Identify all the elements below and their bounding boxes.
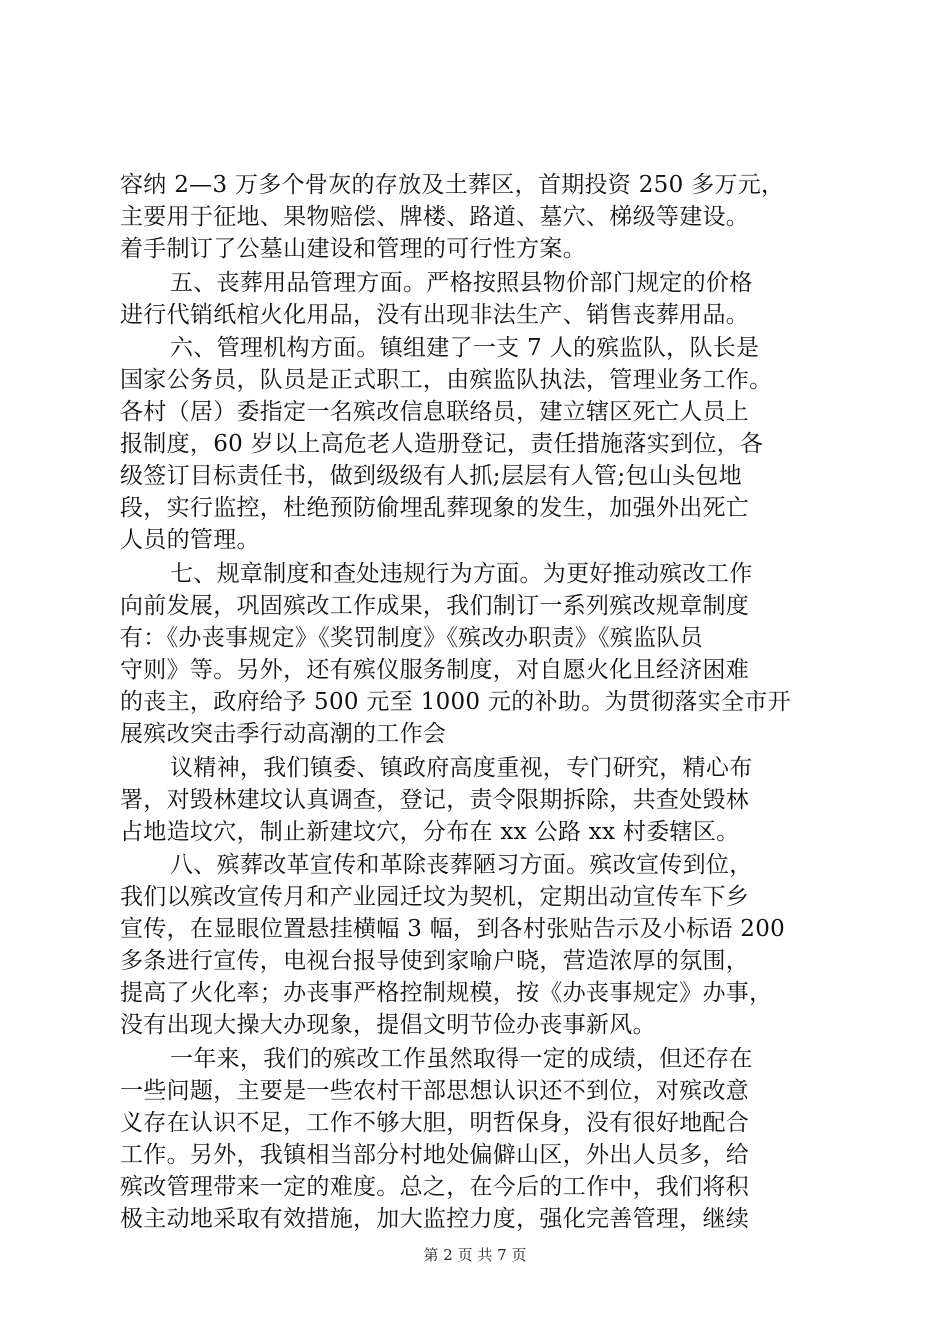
text-line: 我们以殡改宣传月和产业园迁坟为契机，定期出动宣传车下乡 xyxy=(120,884,750,910)
paragraph-start-line: 一年来，我们的殡改工作虽然取得一定的成绩，但还存在 xyxy=(170,1046,753,1072)
paragraph-start-line: 八、殡葬改革宣传和革除丧葬陋习方面。殡改宣传到位， xyxy=(170,852,753,878)
text-line: 提高了火化率；办丧事严格控制规模，按《办丧事规定》办事， xyxy=(120,980,773,1006)
paragraph-start-line: 七、规章制度和查处违规行为方面。为更好推动殡改工作 xyxy=(170,561,753,587)
paragraph-start-line: 五、丧葬用品管理方面。严格按照县物价部门规定的价格 xyxy=(170,270,753,296)
text-line: 进行代销纸棺火化用品，没有出现非法生产、销售丧葬用品。 xyxy=(120,302,750,328)
text-line: 占地造坟穴，制止新建坟穴，分布在 xx 公路 xx 村委辖区。 xyxy=(120,819,740,845)
paragraph-start-line: 六、管理机构方面。镇组建了一支 7 人的殡监队，队长是 xyxy=(170,335,760,361)
text-line: 宣传，在显眼位置悬挂横幅 3 幅，到各村张贴告示及小标语 200 xyxy=(120,916,786,942)
text-line: 极主动地采取有效措施，加大监控力度，强化完善管理，继续 xyxy=(120,1206,750,1232)
text-line: 主要用于征地、果物赔偿、牌楼、路道、墓穴、梯级等建设。 xyxy=(120,204,750,230)
text-line: 没有出现大操大办现象，提倡文明节俭办丧事新风。 xyxy=(120,1012,656,1038)
text-line: 署，对毁林建坟认真调查，登记，责令限期拆除，共查处毁林 xyxy=(120,787,750,813)
page-number-footer: 第 2 页 共 7 页 xyxy=(423,1246,527,1264)
text-line: 容纳 2—3 万多个骨灰的存放及土葬区，首期投资 250 多万元， xyxy=(120,172,785,198)
text-line: 报制度，60 岁以上高危老人造册登记，责任措施落实到位，各 xyxy=(120,431,764,457)
text-line: 级签订目标责任书，做到级级有人抓;层层有人管;包山头包地 xyxy=(120,463,742,489)
text-line: 多条进行宣传，电视台报导使到家喻户晓，营造浓厚的氛围， xyxy=(120,948,750,974)
text-line: 工作。另外，我镇相当部分村地处偏僻山区，外出人员多，给 xyxy=(120,1142,750,1168)
text-line: 殡改管理带来一定的难度。总之，在今后的工作中，我们将积 xyxy=(120,1174,750,1200)
text-line: 有：《办丧事规定》《奖罚制度》《殡改办职责》《殡监队员 xyxy=(120,625,704,651)
text-line: 的丧主，政府给予 500 元至 1000 元的补助。为贯彻落实全市开 xyxy=(120,689,791,715)
text-line: 国家公务员，队员是正式职工，由殡监队执法，管理业务工作。 xyxy=(120,367,773,393)
text-line: 展殡改突击季行动高潮的工作会 xyxy=(120,721,447,747)
text-line: 人员的管理。 xyxy=(120,527,260,553)
text-line: 段，实行监控，杜绝预防偷埋乱葬现象的发生，加强外出死亡 xyxy=(120,495,750,521)
text-line: 守则》等。另外，还有殡仪服务制度，对自愿火化且经济困难 xyxy=(120,657,750,683)
paragraph-start-line: 议精神，我们镇委、镇政府高度重视，专门研究，精心布 xyxy=(170,755,753,781)
text-line: 义存在认识不足，工作不够大胆，明哲保身，没有很好地配合 xyxy=(120,1110,750,1136)
text-line: 着手制订了公墓山建设和管理的可行性方案。 xyxy=(120,236,586,262)
text-line: 向前发展，巩固殡改工作成果，我们制订一系列殡改规章制度 xyxy=(120,593,750,619)
text-line: 各村（居）委指定一名殡改信息联络员，建立辖区死亡人员上 xyxy=(120,399,750,425)
text-line: 一些问题，主要是一些农村干部思想认识还不到位，对殡改意 xyxy=(120,1078,750,1104)
